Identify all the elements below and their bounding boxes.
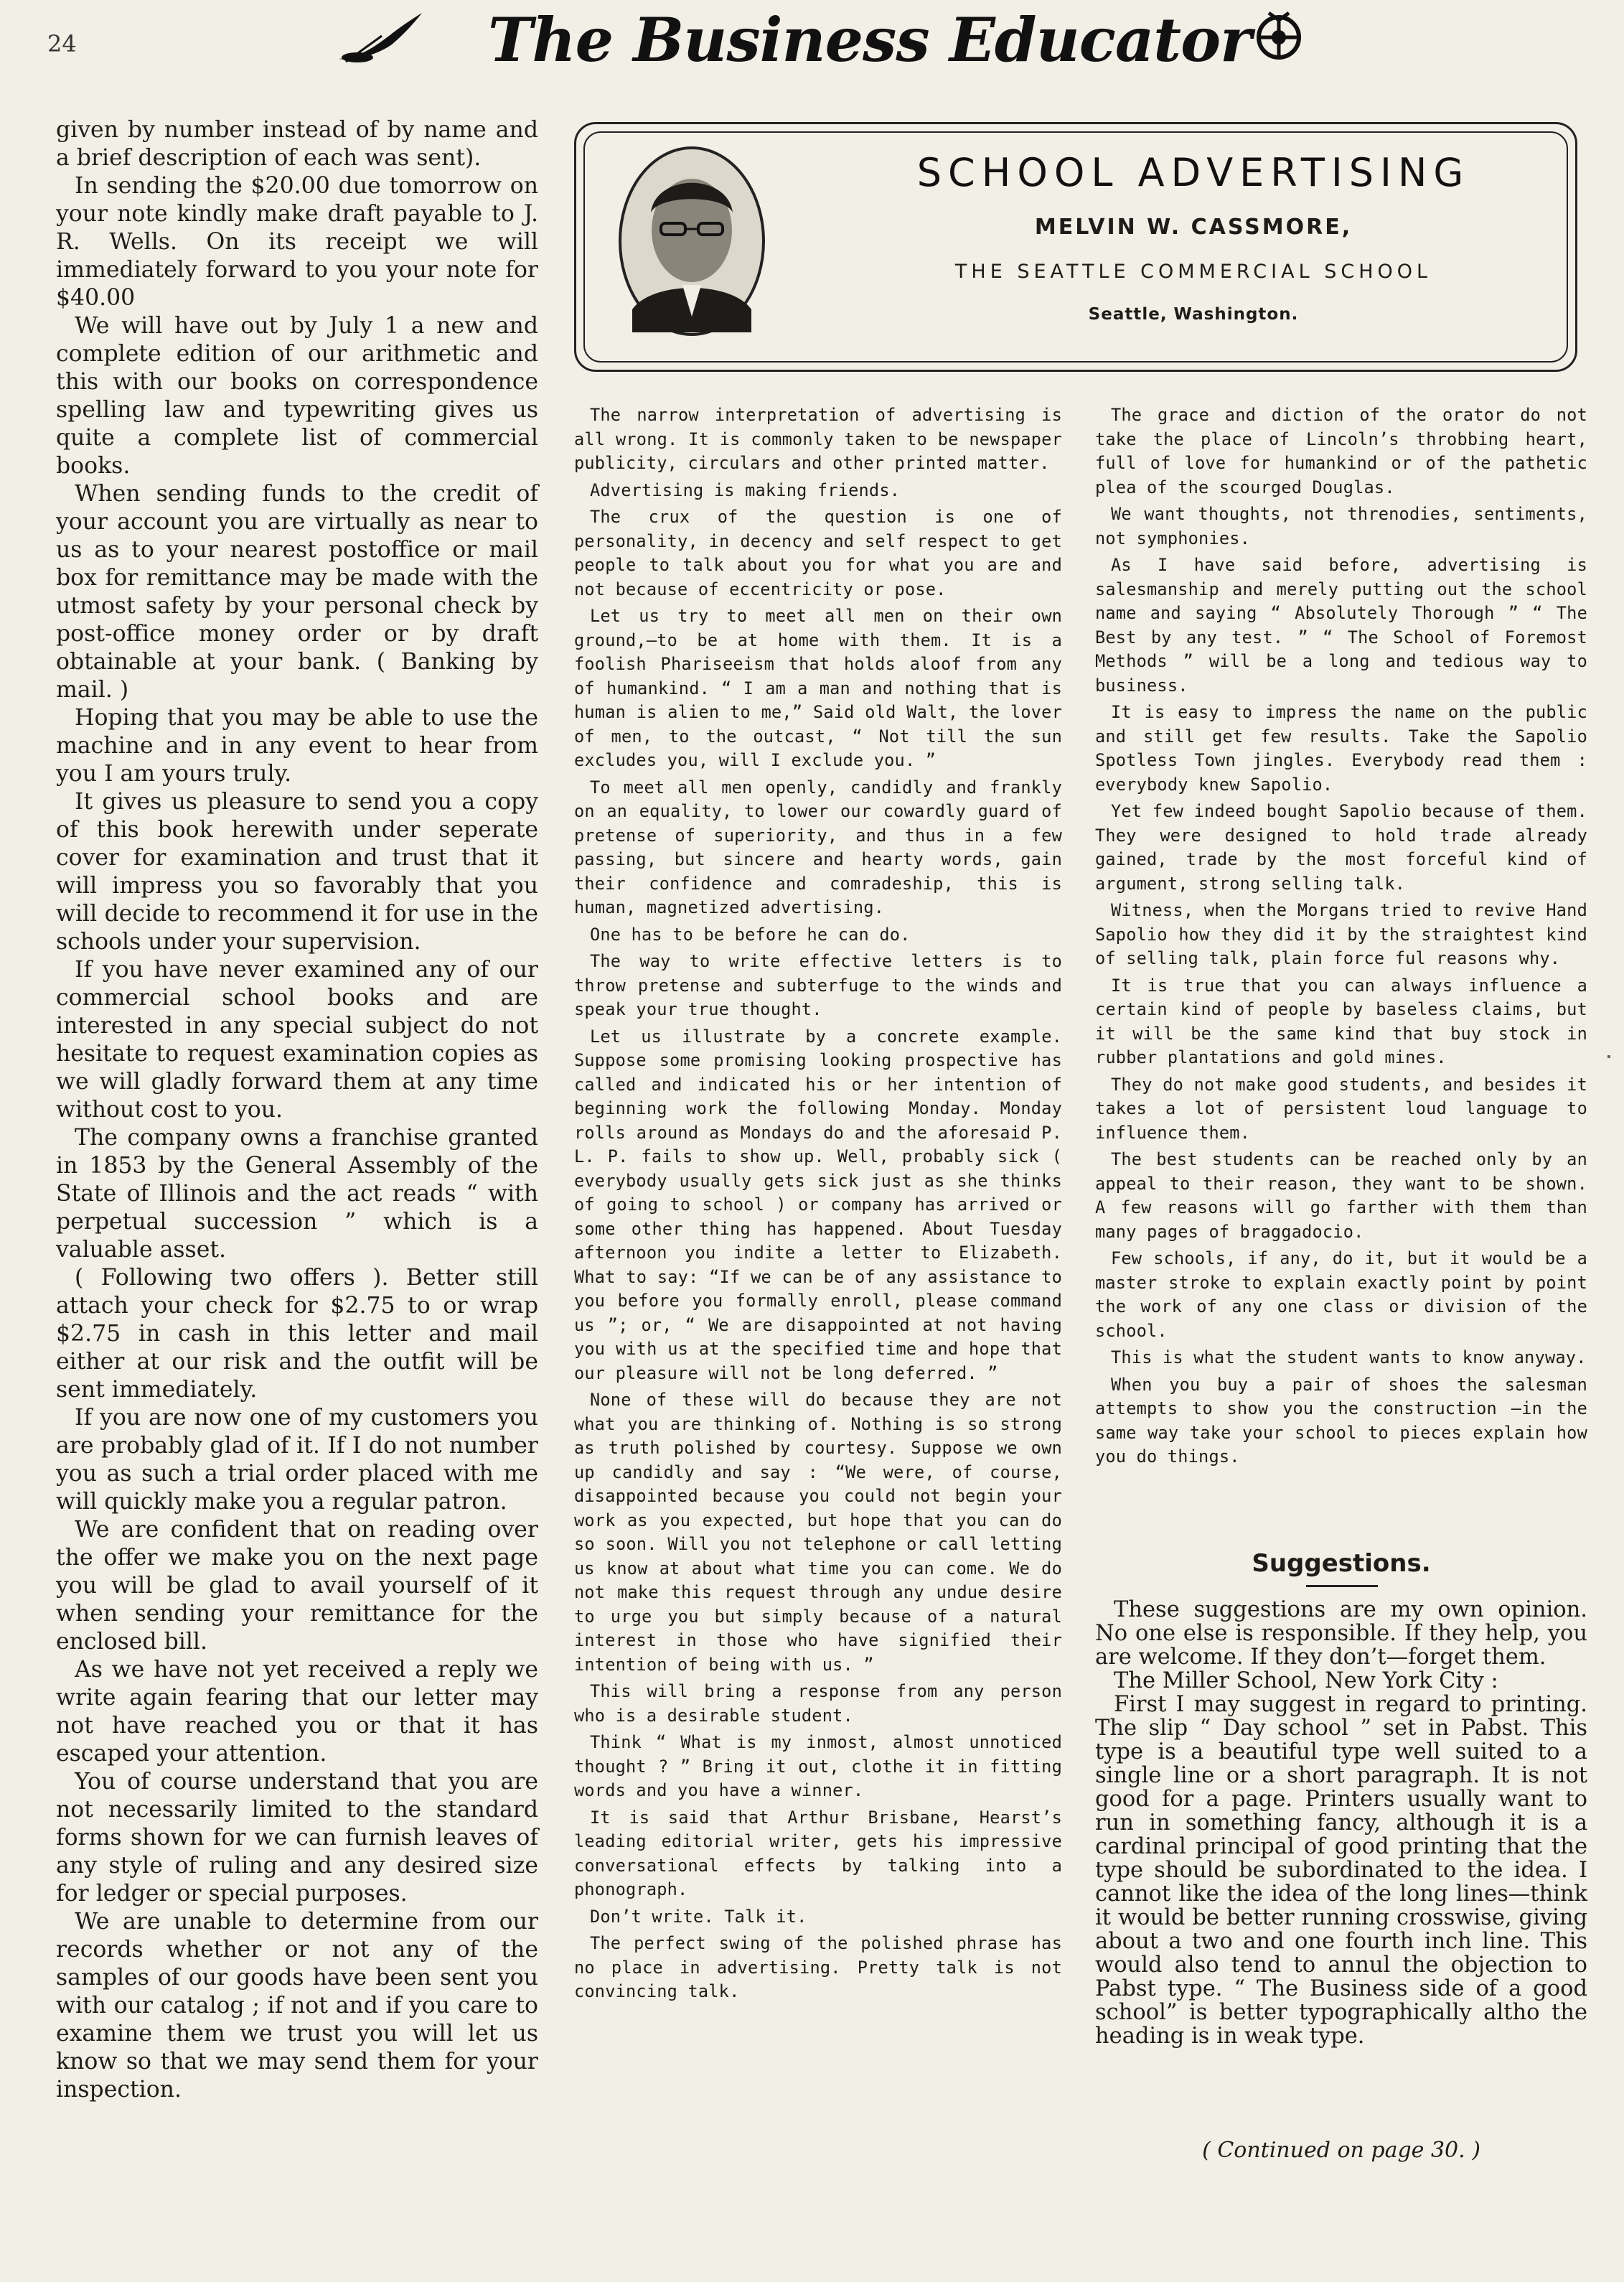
paragraph: The best students can be reached only by an appeal to their reason, they want to be shown. A few reasons will go farther with them than many pages of braggadocio. <box>1095 1149 1587 1242</box>
paragraph: It is true that you can always influence a certain kind of people by baseless claims, but it will be the same kind that buy stock in rubber plantations and gold mines. <box>1095 975 1587 1067</box>
paragraph: We are confident that on reading over the offer we make you on the next page you will be glad to avail yourself of it when sending your remittance for the enclosed bill. <box>56 1517 538 1655</box>
paragraph: Let us try to meet all men on their own ground,—to be at home with them. It is a foolish Phariseeism that holds aloof from any of humankind. “ I am a man and nothing that is human is alien to me,” Said old Walt, the lover of men, to the outcast, “ Not till the sun excludes you, will I exclude you. ” <box>574 606 1062 770</box>
paragraph: These suggestions are my own opinion. No one else is responsible. If they help, you are welcome. If they don’t—forget them. <box>1095 1597 1587 1670</box>
author-school: THE SEATTLE COMMERCIAL SCHOOL <box>954 261 1432 283</box>
paragraph: When sending funds to the credit of your account you are virtually as near to us as to your nearest postoffice or mail box for remittance may be made with the utmost safety by your personal check by post-office money order or by draft obtainable at your bank. ( Banking by mail. ) <box>56 481 538 703</box>
left-column <box>56 116 538 2104</box>
continued-note: ( Continued on page 30. ) <box>1202 2138 1480 2163</box>
paragraph: In sending the $20.00 due tomorrow on your note kindly make draft payable to J. R. Wells. On its receipt we will immediately forward to you your note for $40.00 <box>56 173 538 311</box>
emblem-icon <box>1253 9 1305 65</box>
paragraph: This is what the student wants to know anyway. <box>1111 1347 1587 1367</box>
paragraph: As we have not yet received a reply we write again fearing that our letter may not have reached you or that it has escaped your attention. <box>56 1657 538 1767</box>
quill-icon <box>332 7 425 65</box>
margin-speck <box>1607 1055 1610 1058</box>
paragraph: The crux of the question is one of personality, in decency and self respect to get people to talk about you for what you are and not because of eccentricity or pose. <box>574 507 1062 599</box>
paragraph: The grace and diction of the orator do not take the place of Lincoln’s throbbing heart, full of love for humankind or of the pathetic plea of the scourged Douglas. <box>1095 405 1587 497</box>
heading-rule <box>1306 1585 1378 1587</box>
paragraph: Witness, when the Morgans tried to revive Hand Sapolio how they did it by the straightest kind of selling talk, plain force ful reasons why. <box>1095 900 1587 968</box>
paragraph: They do not make good students, and besides it takes a lot of persistent loud language to influence them. <box>1095 1074 1587 1143</box>
paragraph: We will have out by July 1 a new and complete edition of our arithmetic and this with our books on correspondence spelling law and typewriting gives us quite a complete list of commercial books. <box>56 313 538 479</box>
middle-column <box>574 403 1062 2007</box>
paragraph: None of these will do because they are not what you are thinking of. Nothing is so strong as truth polished by courtesy. Suppose we own up candidly and say : “We were, of course, disappointed because you could not begin your work as you expected, but hope that you can do so soon. Will you not telephone or call letting us know at about what time you can come. We do not make this request through any undue desire to urge you but simply because of a natural interest in those who have signified their intention of being with us. ” <box>574 1390 1062 1675</box>
paragraph: If you are now one of my customers you are probably glad of it. If I do not number you as such a trial order placed with me will quickly make you a regular patron. <box>56 1405 538 1515</box>
paragraph: Few schools, if any, do it, but it would be a master stroke to explain exactly point by point the work of any one class or division of the school. <box>1095 1248 1587 1341</box>
article-title: SCHOOL ADVERTISING <box>916 150 1470 195</box>
paragraph: It gives us pleasure to send you a copy of this book herewith under seperate cover for examination and trust that it will impress you so favorably that you will decide to recommend it for use in the schools under your supervision. <box>56 789 538 955</box>
paragraph: As I have said before, advertising is salesmanship and merely putting out the school name and saying “ Absolutely Thorough ” “ The Best by any test. ” “ The School of Foremost Methods ” will be a long and tedious way to business. <box>1095 555 1587 696</box>
paragraph: given by number instead of by name and a brief description of each was sent). <box>56 117 538 171</box>
paragraph: Let us illustrate by a concrete example. Suppose some promising looking prospective has called and indicated his or her intention of beginning work the following Monday. Monday rolls around as Mondays do and the aforesaid P. L. P. fails to show up. Well, probably sick ( everybody usually gets sick just as she thinks of going to school ) or company has arrived or some other thing has happened. About Tuesday afternoon you indite a letter to Elizabeth. What to say: “If we can be of any assistance to you before you formally enroll, please command us ”; or, “ We are disappointed at not having you with us at the specified time and hope that our pleasure will not be long deferred. ” <box>574 1026 1062 1383</box>
paragraph: Don’t write. Talk it. <box>590 1906 807 1927</box>
paragraph: The way to write effective letters is to throw pretense and subterfuge to the winds and speak your true thought. <box>574 951 1062 1019</box>
paragraph: When you buy a pair of shoes the salesman attempts to show you the construction —in the same way take your school to pieces explain how you do things. <box>1095 1374 1587 1467</box>
paragraph: It is easy to impress the name on the public and still get few results. Take the Sapolio Spotless Town jingles. Everybody read them : everybody knew Sapolio. <box>1095 702 1587 795</box>
paragraph: The perfect swing of the polished phrase has no place in advertising. Pretty talk is not convincing talk. <box>574 1933 1062 2001</box>
suggestions-column <box>1095 1598 1587 2048</box>
paragraph: If you have never examined any of our commercial school books and are interested in any special subject do not hesitate to request examination copies as we will gladly forward them at any time without cost to you. <box>56 957 538 1123</box>
paragraph: First I may suggest in regard to printing. The slip “ Day school ” set in Pabst. This type is a beautiful type well suited to a single line or a short paragraph. It is not good for a page. Printers usually want to run in something fancy, although it is a cardinal principal of good printing that the type should be subordinated to the idea. I cannot like the idea of the long lines—think it would be better running crosswise, giving about a two and one fourth inch line. This would also tend to annul the objection to Pabst type. “ The Business side of a good school” is better typographically altho the heading is in weak type. <box>1095 1692 1587 2049</box>
portrait-icon <box>616 144 767 338</box>
paragraph: This will bring a response from any person who is a desirable student. <box>574 1681 1062 1726</box>
paragraph: Advertising is making friends. <box>590 480 901 500</box>
paragraph: The narrow interpretation of advertising is all wrong. It is commonly taken to be newspaper publicity, circulars and other printed matter. <box>574 405 1062 473</box>
author-location: Seattle, Washington. <box>1088 305 1299 324</box>
paragraph: It is said that Arthur Brisbane, Hearst’s leading editorial writer, gets his impressive conversational effects by talking into a phonograph. <box>574 1807 1062 1899</box>
article-header-box <box>574 122 1577 372</box>
paragraph: Think “ What is my inmost, almost unnoticed thought ? ” Bring it out, clothe it in fitting words and you have a winner. <box>574 1732 1062 1800</box>
author-name: MELVIN W. CASSMORE, <box>1034 215 1353 240</box>
paragraph: The company owns a franchise granted in 1853 by the General Assembly of the State of Illinois and the act reads “ with perpetual succession ” which is a valuable asset. <box>56 1125 538 1263</box>
paragraph: We are unable to determine from our records whether or not any of the samples of our goods have been sent you with our catalog ; if not and if you care to examine them we trust you will let us know so that we may send them for your inspection. <box>56 1909 538 2103</box>
masthead-title: The Business Educator <box>488 4 1252 75</box>
suggestions-heading: Suggestions. <box>1252 1549 1431 1578</box>
page-number: 24 <box>47 30 77 57</box>
paragraph: Hoping that you may be able to use the machine and in any event to hear from you I am yours truly. <box>56 705 538 787</box>
paragraph: To meet all men openly, candidly and frankly on an equality, to lower our cowardly guard of pretense of superiority, and thus in a few passing, but sincere and hearty words, gain their confidence and comradeship, this is human, magnetized advertising. <box>574 777 1062 917</box>
masthead <box>0 0 1624 93</box>
paragraph: You of course understand that you are not necessarily limited to the standard forms shown for we can furnish leaves of any style of ruling and any desired size for ledger or special purposes. <box>56 1769 538 1907</box>
paragraph: The Miller School, New York City : <box>1114 1668 1498 1693</box>
paragraph: ( Following two offers ). Better still attach your check for $2.75 to or wrap $2.75 in cash in this letter and mail either at our risk and the outfit will be sent immediately. <box>56 1265 538 1403</box>
paragraph: Yet few indeed bought Sapolio because of them. They were designed to hold trade already gained, trade by the most forceful kind of argument, strong selling talk. <box>1095 801 1587 894</box>
paragraph: One has to be before he can do. <box>590 924 911 945</box>
right-column <box>1095 403 1587 1472</box>
paragraph: We want thoughts, not threnodies, sentiments, not symphonies. <box>1095 504 1587 548</box>
